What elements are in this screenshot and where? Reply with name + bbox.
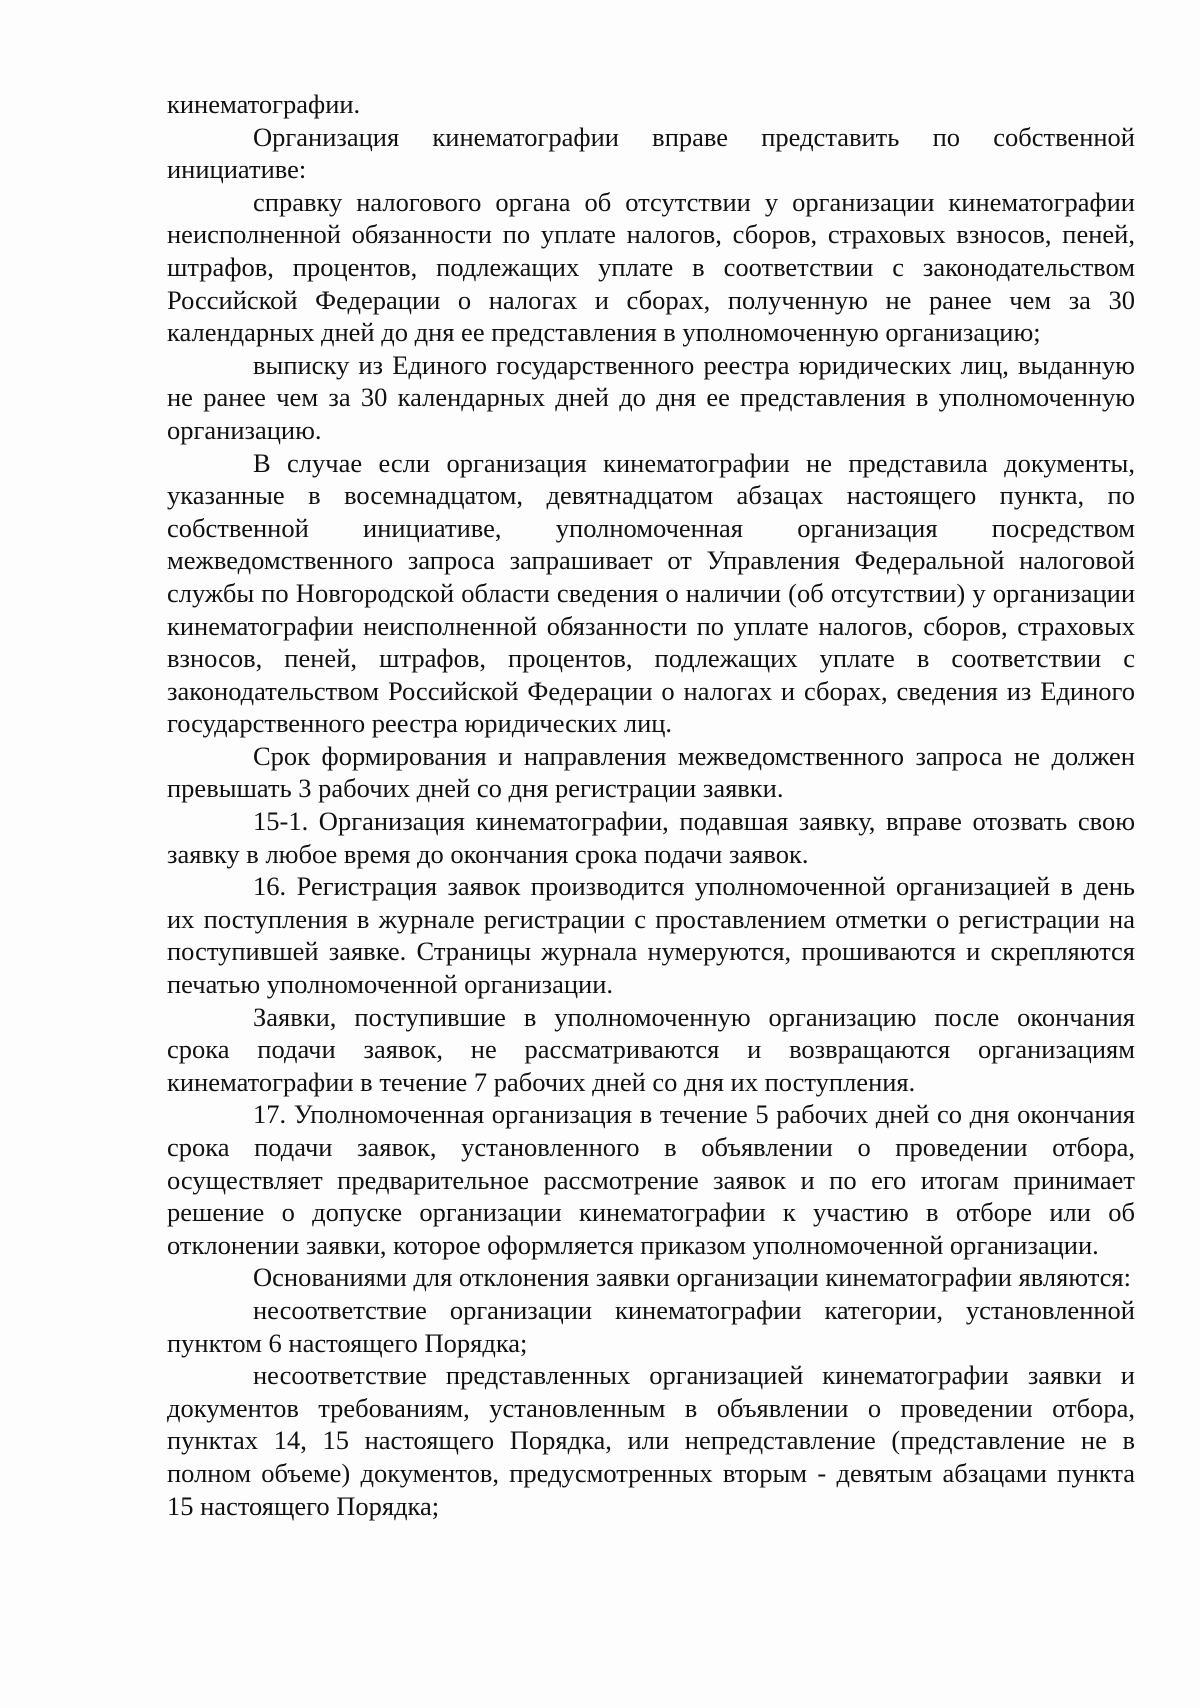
paragraph-request-deadline: Срок формирования и направления межведомственного запроса не должен превышать 3 рабочих дней со дня регистрации заявки.	[167, 740, 1135, 804]
document-body	[167, 88, 1135, 1522]
paragraph-rejection-grounds: Основаниями для отклонения заявки организации кинематографии являются:	[253, 1262, 1131, 1293]
paragraph-interagency-request: В случае если организация кинематографии не представила документы, указанные в восемнадцатом, девятнадцатом абзацах настоящего пункта, по собственной инициативе, уполномоченная организация посредством межведомственного запроса запрашивает от Управления Федеральной налоговой службы по Новгородской области сведения о наличии (об отсутствии) у организации кинематографии неисполненной обязанности по уплате налогов, сборов, страховых взносов, пеней, штрафов, процентов, подлежащих уплате в соответствии с законодательством Российской Федерации о налогах и сборах, сведения из Единого государственного реестра юридических лиц.	[167, 447, 1135, 739]
paragraph-15-1: 15-1. Организация кинематографии, подавшая заявку, вправе отозвать свою заявку в любое время до окончания срока подачи заявок.	[167, 806, 1135, 869]
paragraph-org-may-submit: Организация кинематографии вправе представить по собственной инициативе:	[167, 121, 1135, 185]
paragraph-egrul-extract: выписку из Единого государственного реестра юридических лиц, выданную не ранее чем за 30 календарных дней до дня ее представления в уполномоченную организацию.	[167, 349, 1135, 445]
paragraph-16: 16. Регистрация заявок производится уполномоченной организацией в день их поступления в журнале регистрации с проставлением отметки о регистрации на поступившей заявке. Страницы журнала нумеруются, прошиваются и скрепляются печатью уполномоченной организации.	[167, 871, 1135, 1000]
paragraph-17: 17. Уполномоченная организация в течение 5 рабочих дней со дня окончания срока подачи заявок, установленного в объявлении о проведении отбора, осуществляет предварительное рассмотрение заявок и по его итогам принимает решение о допуске организации кинематографии к участию в отборе или об отклонении заявки, которое оформляется приказом уполномоченной организации.	[167, 1099, 1135, 1260]
paragraph-continuation: кинематографии.	[167, 89, 361, 119]
paragraph-ground-category: несоответствие организации кинематографии категории, установленной пунктом 6 настоящего Порядка;	[167, 1294, 1135, 1358]
paragraph-ground-documents: несоответствие представленных организацией кинематографии заявки и документов требованиям, установленным в объявлении о проведении отбора, пунктах 14, 15 настоящего Порядка, или непредставление (представление не в полном объеме) документов, предусмотренных вторым - девятым абзацами пункта 15 настоящего Порядка;	[167, 1360, 1135, 1521]
paragraph-late-applications: Заявки, поступившие в уполномоченную организацию после окончания срока подачи заявок, не рассматриваются и возвращаются организациям кинематографии в течение 7 рабочих дней со дня их поступления.	[167, 1001, 1135, 1097]
paragraph-tax-certificate: справку налогового органа об отсутствии у организации кинематографии неисполненной обязанности по уплате налогов, сборов, страховых взносов, пеней, штрафов, процентов, подлежащих уплате в соответствии с законодательством Российской Федерации о налогах и сборах, полученную не ранее чем за 30 календарных дней до дня ее представления в уполномоченную организацию;	[167, 186, 1135, 348]
